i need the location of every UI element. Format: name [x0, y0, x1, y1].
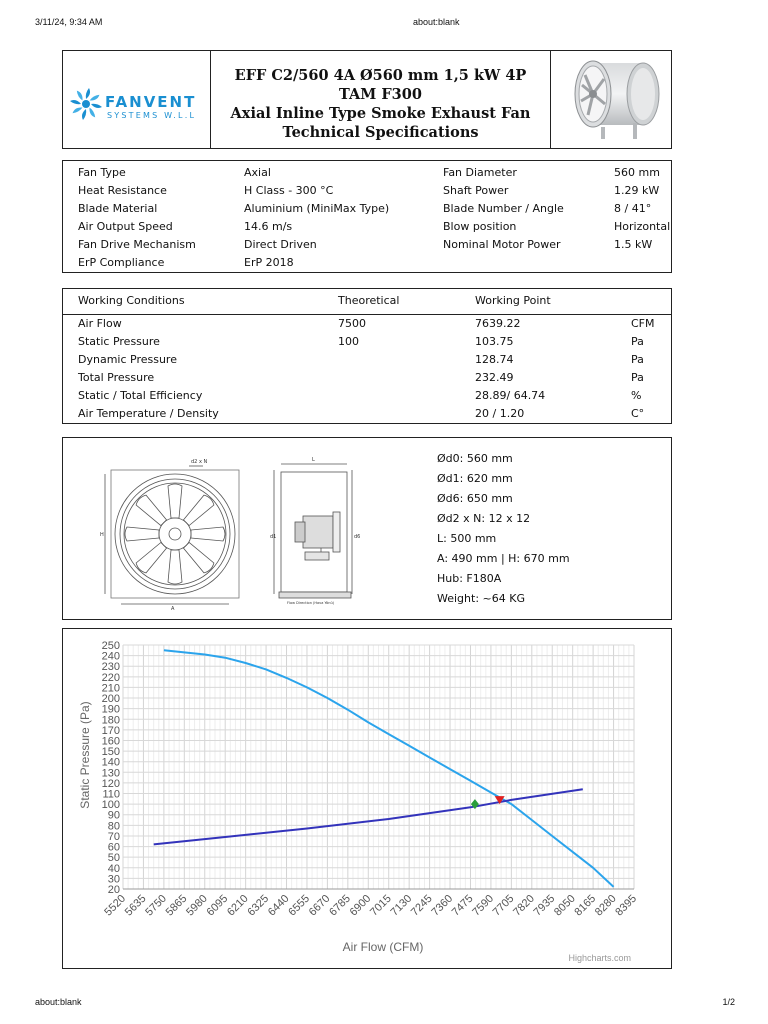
drawing-label-length: L	[312, 457, 315, 463]
wc-theoretical: 100	[338, 335, 359, 348]
spec-label-2: Fan Diameter	[443, 166, 517, 179]
title-divider-right	[550, 51, 551, 148]
spec-label: Heat Resistance	[78, 184, 167, 197]
dimension-line: Hub: F180A	[437, 572, 502, 585]
performance-chart-svg	[63, 629, 671, 968]
chart-y-tick-label: 90	[107, 809, 120, 822]
chart-y-tick-label: 20	[107, 884, 120, 896]
chart-y-tick-label: 40	[107, 862, 120, 875]
wc-row	[63, 405, 671, 423]
chart-y-tick-label: 60	[107, 841, 120, 854]
chart-x-tick-label: 6900	[347, 892, 374, 919]
chart-x-tick-label: 7130	[388, 892, 415, 919]
dimensions-box	[62, 437, 672, 620]
logo-blade	[87, 107, 98, 118]
drawing-label-d1: d1	[270, 534, 277, 540]
dimension-line: Ød2 x N: 12 x 12	[437, 512, 531, 525]
chart-y-tick-label: 130	[101, 767, 120, 780]
chart-x-tick-label: 7245	[408, 892, 435, 919]
wc-row	[63, 315, 671, 333]
wc-unit: Pa	[631, 335, 644, 348]
spec-value: Axial	[244, 166, 271, 179]
drawing-blade	[135, 540, 169, 574]
wc-row	[63, 333, 671, 351]
chart-x-tick-label: 5865	[163, 892, 190, 919]
wc-unit: %	[631, 389, 642, 402]
logo-blade	[70, 100, 81, 104]
title-line-2: TAM F300	[339, 86, 422, 103]
chart-x-tick-label: 8165	[572, 892, 599, 919]
specs-row	[63, 236, 671, 254]
chart-x-tick-label: 7360	[429, 892, 456, 919]
logo-blade	[86, 88, 90, 99]
wc-condition: Static / Total Efficiency	[78, 389, 203, 402]
spec-value: 14.6 m/s	[244, 220, 293, 233]
wc-unit: CFM	[631, 317, 655, 330]
wc-unit: C°	[631, 407, 645, 420]
fanvent-logo	[69, 87, 209, 121]
chart-y-tick-label: 110	[102, 788, 120, 801]
chart-x-tick-label: 5635	[122, 892, 149, 919]
drawing-blade	[181, 494, 215, 528]
spec-value: H Class - 300 °C	[244, 184, 334, 197]
wc-condition: Total Pressure	[78, 371, 155, 384]
chart-y-tick-label: 250	[101, 640, 120, 652]
chart-y-tick-label: 140	[101, 756, 120, 769]
performance-chart	[62, 628, 672, 969]
chart-y-tick-label: 70	[107, 830, 120, 843]
drawing-blade	[125, 527, 159, 541]
dimension-line: Ød6: 650 mm	[437, 492, 513, 505]
spec-value: ErP 2018	[244, 256, 294, 269]
chart-y-tick-label: 80	[107, 820, 120, 833]
drawing-blade	[181, 540, 215, 574]
print-header	[0, 17, 768, 29]
drawing-label-flow: Flow Direction (Hava Yönü)	[287, 601, 335, 605]
wc-row	[63, 387, 671, 405]
spec-label-2: Shaft Power	[443, 184, 509, 197]
title-line-3: Axial Inline Type Smoke Exhaust Fan	[230, 105, 531, 122]
dimension-line: A: 490 mm | H: 670 mm	[437, 552, 570, 565]
wc-working-point: 7639.22	[475, 317, 521, 330]
wc-unit: Pa	[631, 371, 644, 384]
page-number: 1/2	[722, 997, 735, 1007]
footer-url: about:blank	[35, 997, 82, 1007]
spec-value: Direct Driven	[244, 238, 317, 251]
wc-header-working-point: Working Point	[475, 294, 551, 307]
title-line-1: EFF C2/560 4A Ø560 mm 1,5 kW 4P	[234, 67, 527, 84]
specs-row	[63, 164, 671, 182]
drawing-blade	[135, 494, 169, 528]
specs-row	[63, 182, 671, 200]
title-box	[62, 50, 672, 149]
title-line-4: Technical Specifications	[282, 124, 479, 141]
chart-x-axis-label: Air Flow (CFM)	[342, 940, 424, 954]
spec-value-2: 1.5 kW	[614, 238, 653, 251]
chart-y-tick-label: 180	[101, 714, 120, 727]
wc-working-point: 128.74	[475, 353, 514, 366]
wc-condition: Dynamic Pressure	[78, 353, 177, 366]
spec-label: Fan Type	[78, 166, 126, 179]
chart-x-tick-label: 7475	[449, 892, 476, 919]
wc-row	[63, 369, 671, 387]
drawing-label-bolts: d2 x N	[191, 459, 208, 465]
spec-label-2: Blow position	[443, 220, 517, 233]
print-url: about:blank	[413, 17, 460, 27]
wc-working-point: 20 / 1.20	[475, 407, 525, 420]
wc-condition: Static Pressure	[78, 335, 160, 348]
chart-y-tick-label: 120	[101, 777, 120, 790]
drawing-blade	[191, 527, 225, 541]
drawing-label-width: A	[171, 606, 175, 612]
wc-theoretical: 7500	[338, 317, 366, 330]
spec-value-2: 1.29 kW	[614, 184, 660, 197]
chart-x-tick-label: 6440	[265, 892, 292, 919]
chart-x-tick-label: 8280	[592, 892, 619, 919]
spec-label: Air Output Speed	[78, 220, 173, 233]
print-footer	[0, 997, 768, 1009]
logo-name: FANVENT	[105, 93, 197, 111]
chart-y-tick-label: 160	[101, 735, 120, 748]
dimension-line: Ød1: 620 mm	[437, 472, 513, 485]
chart-x-tick-label: 5750	[143, 892, 170, 919]
chart-y-tick-label: 210	[101, 682, 120, 695]
print-datetime: 3/11/24, 9:34 AM	[35, 17, 103, 27]
chart-y-tick-label: 50	[107, 852, 120, 865]
chart-x-tick-label: 7705	[490, 892, 517, 919]
specs-row	[63, 200, 671, 218]
wc-working-point: 232.49	[475, 371, 514, 384]
chart-x-tick-label: 6210	[224, 892, 251, 919]
spec-label: Blade Material	[78, 202, 158, 215]
wc-condition: Air Temperature / Density	[78, 407, 219, 420]
chart-y-tick-label: 170	[101, 724, 120, 737]
logo-blade	[72, 105, 83, 116]
chart-y-tick-label: 200	[101, 693, 120, 706]
logo-blade	[75, 90, 86, 101]
logo-blade	[91, 104, 102, 108]
specs-row	[63, 254, 671, 272]
wc-unit: Pa	[631, 353, 644, 366]
chart-credit-link[interactable]: Highcharts.com	[568, 953, 631, 963]
specs-row	[63, 218, 671, 236]
chart-x-tick-label: 5520	[102, 892, 129, 919]
chart-x-tick-label: 6785	[327, 892, 353, 919]
spec-value: Aluminium (MiniMax Type)	[244, 202, 390, 215]
chart-y-tick-label: 240	[101, 650, 120, 663]
drawing-blade	[168, 484, 182, 518]
chart-x-tick-label: 7820	[511, 892, 537, 919]
wc-row	[63, 351, 671, 369]
chart-x-tick-label: 6670	[306, 892, 333, 919]
fan-product-image	[563, 57, 663, 141]
drawing-blade	[168, 550, 182, 584]
fan-technical-drawing	[99, 452, 381, 612]
spec-value-2: Horizontal	[614, 220, 671, 233]
fanvent-logo-icon	[70, 88, 102, 120]
drawing-label-height: H	[100, 532, 104, 538]
dimension-line: Weight: ~64 KG	[437, 592, 525, 605]
spec-value-2: 560 mm	[614, 166, 660, 179]
chart-x-tick-label: 6555	[286, 892, 313, 919]
working-conditions-table	[62, 288, 672, 424]
working-conditions-header	[63, 289, 671, 315]
chart-y-tick-label: 30	[107, 873, 120, 886]
spec-label: Fan Drive Mechanism	[78, 238, 196, 251]
chart-x-tick-label: 5980	[184, 892, 210, 919]
chart-x-tick-label: 6095	[204, 892, 231, 919]
chart-x-tick-label: 6325	[245, 892, 272, 919]
chart-y-tick-label: 230	[101, 661, 120, 674]
wc-condition: Air Flow	[78, 317, 122, 330]
wc-working-point: 103.75	[475, 335, 514, 348]
chart-y-tick-label: 220	[101, 671, 120, 684]
page-title	[211, 66, 550, 142]
spec-label: ErP Compliance	[78, 256, 165, 269]
specs-table	[62, 160, 672, 273]
chart-x-tick-label: 8050	[552, 892, 578, 919]
dimension-line: Ød0: 560 mm	[437, 452, 513, 465]
logo-sub: SYSTEMS W.L.L	[107, 111, 197, 120]
logo-blade	[82, 109, 86, 120]
spec-value-2: 8 / 41°	[614, 202, 652, 215]
chart-y-tick-label: 100	[101, 799, 120, 812]
spec-label-2: Blade Number / Angle	[443, 202, 564, 215]
wc-header-theoretical: Theoretical	[338, 294, 400, 307]
chart-y-tick-label: 150	[101, 746, 120, 759]
chart-y-axis-label: Static Pressure (Pa)	[78, 701, 92, 809]
drawing-label-d6: d6	[354, 534, 361, 540]
chart-x-tick-label: 8395	[613, 892, 640, 919]
spec-label-2: Nominal Motor Power	[443, 238, 561, 251]
chart-x-tick-label: 7015	[368, 892, 394, 919]
chart-x-tick-label: 7590	[470, 892, 497, 919]
wc-working-point: 28.89/ 64.74	[475, 389, 546, 402]
wc-header-conditions: Working Conditions	[78, 294, 185, 307]
chart-x-tick-label: 7935	[531, 892, 558, 919]
logo-blade	[89, 93, 100, 104]
dimension-line: L: 500 mm	[437, 532, 497, 545]
chart-y-tick-label: 190	[101, 703, 120, 716]
